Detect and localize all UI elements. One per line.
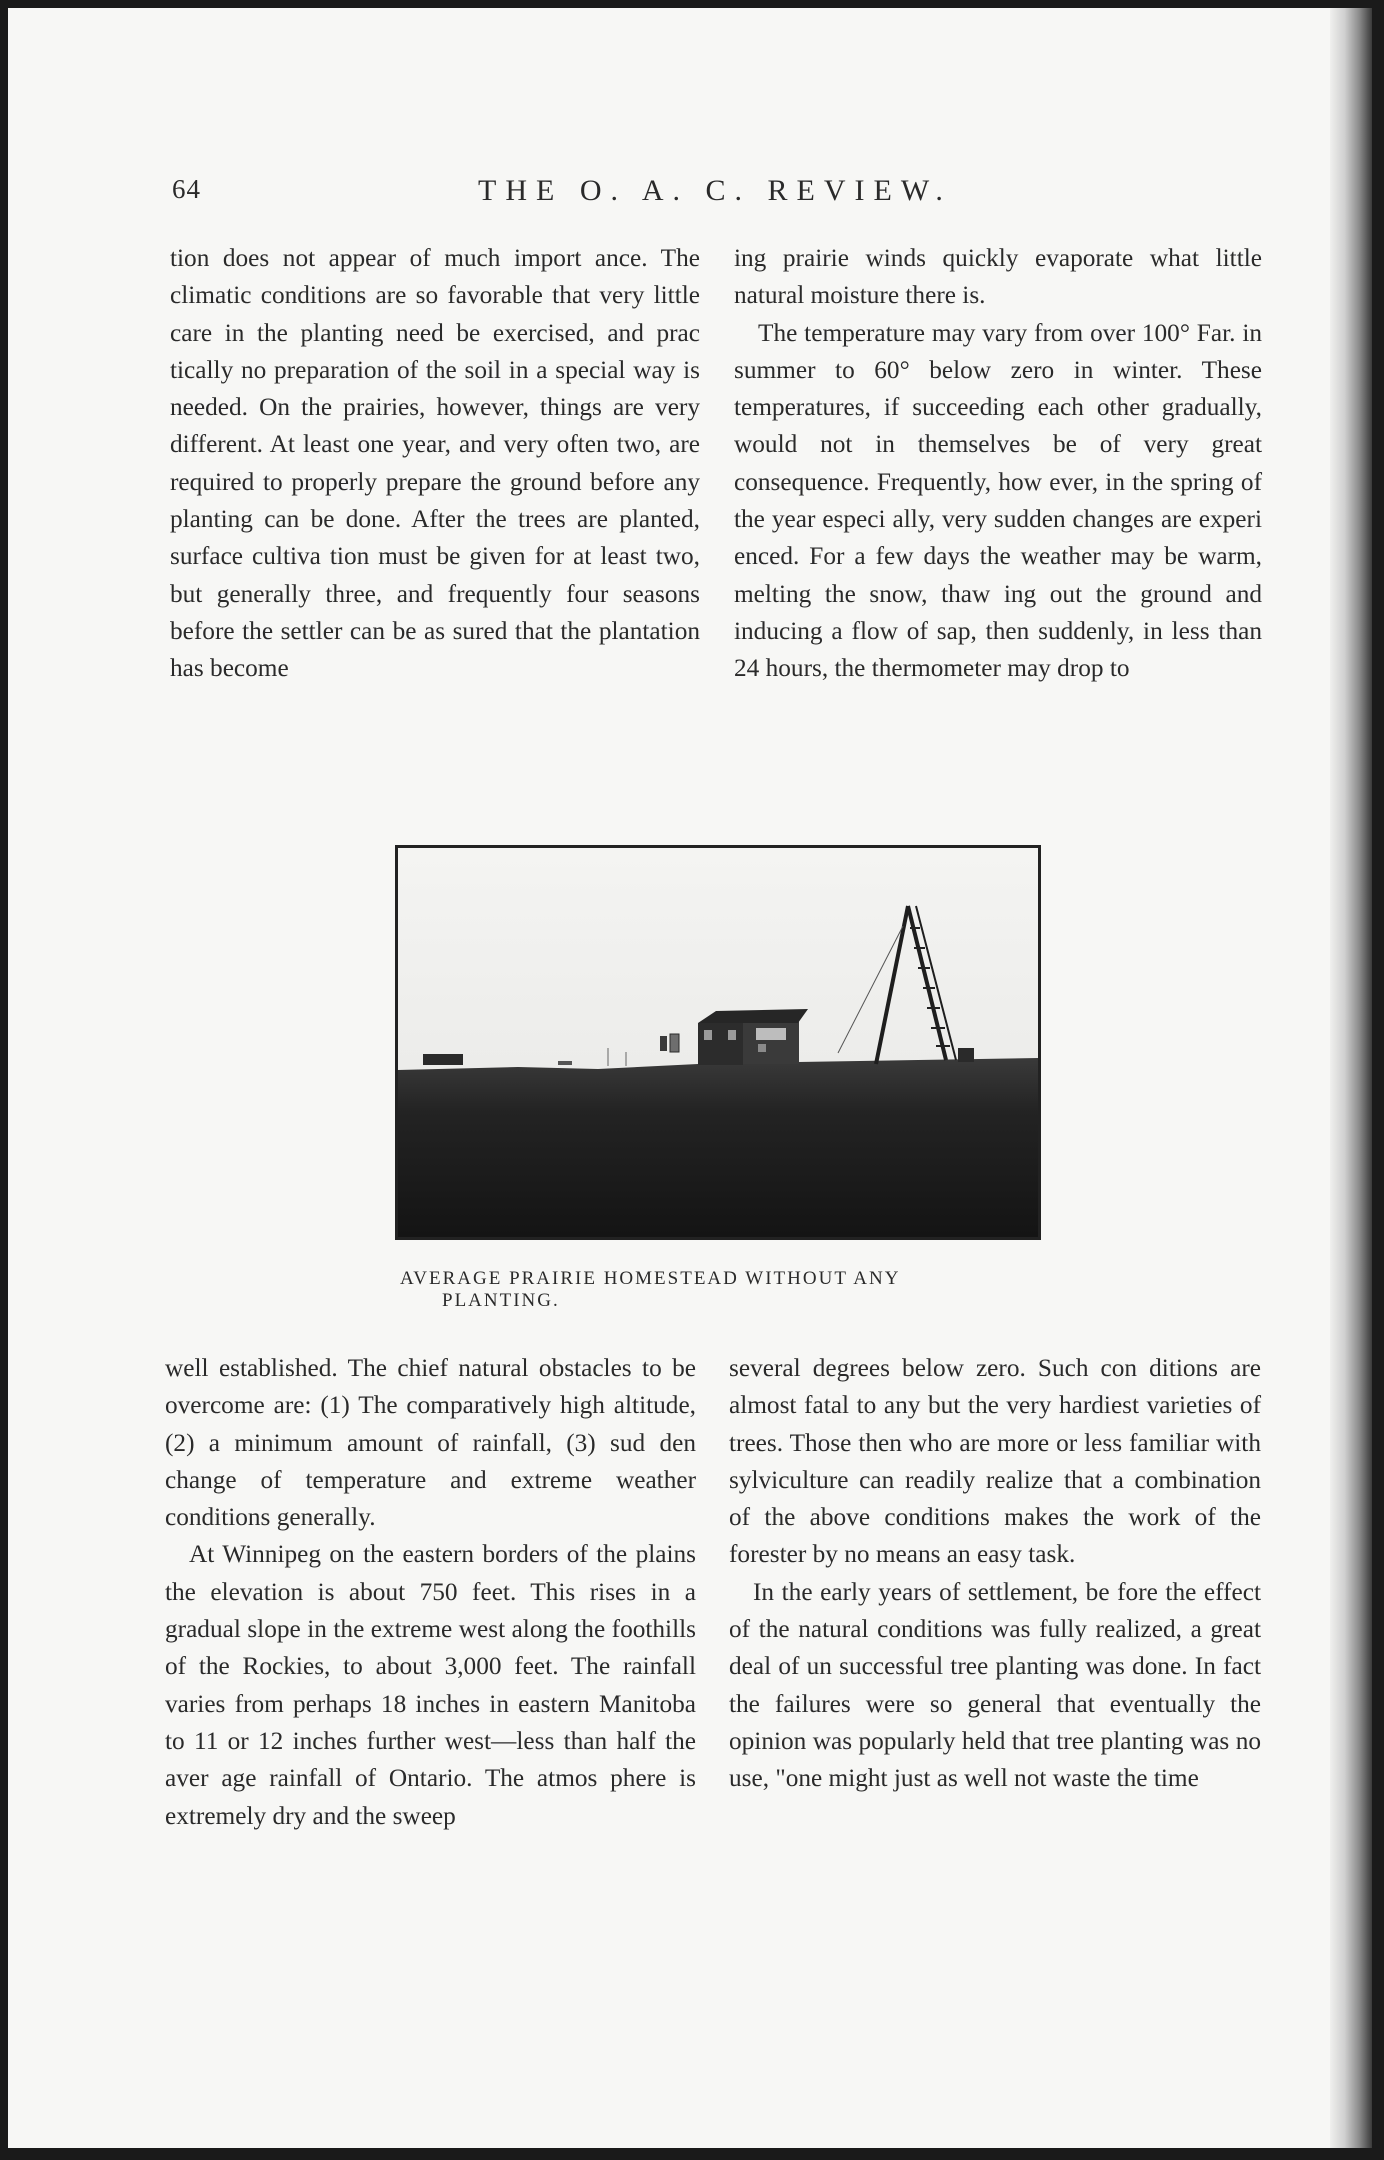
- column-bottom-right: [729, 1350, 1261, 1798]
- caption-line-2: PLANTING.: [442, 1290, 560, 1311]
- paragraph: The temperature may vary from over 100° Far. in summer to 60° below zero in winter. These temperatures, if succeeding each other gradually, would not in themselves be of very great consequence. Frequently, how ever, in the spring of the year especi ally, very sudden changes are experi enced. For a few days the weather may be warm, melting the snow, thaw ing out the ground and inducing a flow of sap, then suddenly, in less than 24 hours, the thermometer may drop to: [734, 318, 1262, 683]
- column-top-right: [734, 240, 1262, 688]
- page-number: 64: [172, 174, 201, 204]
- figure-caption: [400, 1268, 1060, 1312]
- paragraph: tion does not appear of much import ance. The climatic conditions are so favorable that very little care in the planting need be exercised, and prac tically no preparation of the soil in a special way is needed. On the prairies, however, things are very different. At least one year, and very often two, are required to properly prepare the ground before any planting can be done. After the trees are planted, surface cultiva tion must be given for at least two, but generally three, and frequently four seasons before the settler can be as sured that the plantation has become: [170, 244, 700, 683]
- column-bottom-left: [165, 1350, 696, 1835]
- paragraph: At Winnipeg on the eastern borders of the plains the elevation is about 750 feet. This rises in a gradual slope in the extreme west along the foothills of the Rockies, to about 3,000 feet. The rainfall varies from perhaps 18 inches in eastern Manitoba to 11 or 12 inches further west—less than half the aver age rainfall of Ontario. The atmos phere is extremely dry and the sweep: [165, 1540, 696, 1830]
- running-head: THE O. A. C. REVIEW.: [478, 174, 952, 207]
- prairie-photo-image: [398, 848, 1038, 1237]
- column-top-left: [170, 240, 700, 688]
- page-header: [170, 174, 1260, 214]
- caption-line-1: AVERAGE PRAIRIE HOMESTEAD WITHOUT ANY: [400, 1268, 901, 1289]
- paragraph: well established. The chief natural obstacles to be overcome are: (1) The comparatively high altitude, (2) a minimum amount of rainfall, (3) sud den change of temperature and extreme weather conditions generally.: [165, 1354, 696, 1532]
- paragraph: In the early years of settlement, be fore the effect of the natural conditions was fully realized, a great deal of un successful tree planting was done. In fact the failures were so general that eventually the opinion was popularly held that tree planting was no use, "one might just as well not waste the time: [729, 1577, 1261, 1793]
- homestead-photograph: [395, 845, 1041, 1240]
- page-right-edge: [1330, 8, 1372, 2148]
- paragraph: several degrees below zero. Such con ditions are almost fatal to any but the very hardiest varieties of trees. Those then who are more or less familiar with sylviculture can readily realize that a combination of the above conditions makes the work of the forester by no means an easy task.: [729, 1354, 1261, 1569]
- paragraph: ing prairie winds quickly evaporate what little natural moisture there is.: [734, 244, 1262, 310]
